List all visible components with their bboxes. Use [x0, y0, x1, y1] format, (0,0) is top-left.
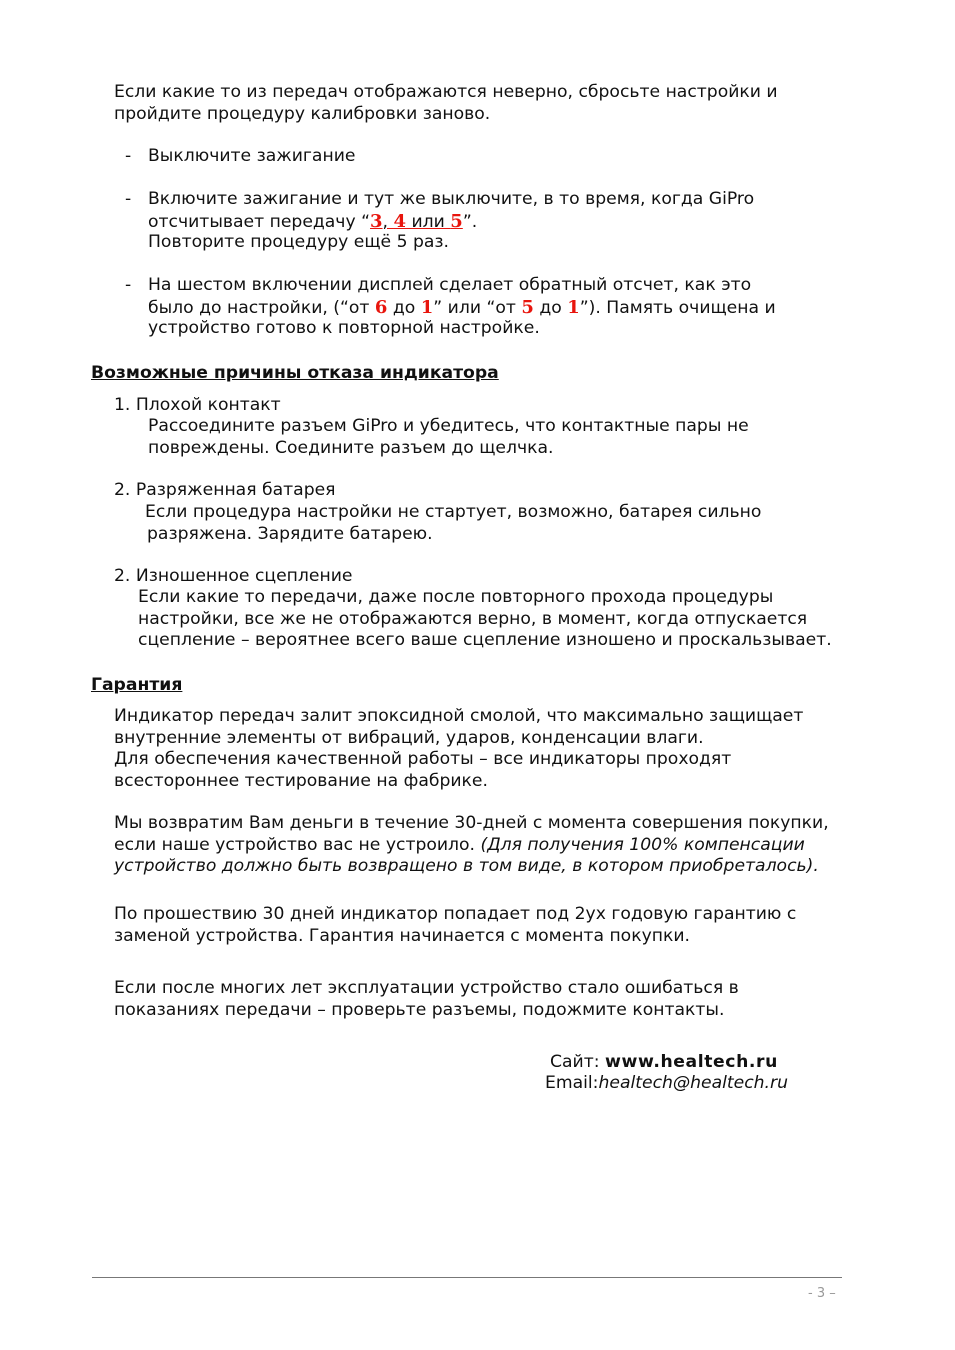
step-text-fragment: было до настройки, (“от — [148, 297, 375, 318]
paragraph-line: внутренние элементы от вибраций, ударов, конденсации влаги. — [114, 727, 704, 748]
step-line: Выключите зажигание — [148, 146, 356, 166]
reason-item-title: 1. Плохой контакт — [114, 395, 281, 415]
step-text — [148, 146, 355, 168]
reason-line: повреждены. Соедините разъем до щелчка. — [148, 437, 554, 458]
step-text-fragment: до — [533, 297, 568, 318]
paragraph-line: По прошествию 30 дней индикатор попадает под 2ух годовую гарантию с — [114, 904, 797, 924]
gear-number-3: 3 — [370, 210, 383, 232]
paragraph-line: всестороннее тестирование на фабрике. — [114, 770, 488, 791]
paragraph-line: Если после многих лет эксплуатации устройство стало ошибаться в — [114, 978, 739, 998]
countdown-number: 1 — [567, 296, 580, 318]
reason-item-title: 2. Изношенное сцепление — [114, 566, 353, 586]
warranty-paragraph-4 — [114, 978, 739, 1021]
refund-condition-note: (Для получения 100% компенсации — [480, 834, 805, 855]
warranty-paragraph-3 — [114, 904, 796, 947]
paragraph-line: Индикатор передач залит эпоксидной смолой, что максимально защищает — [114, 706, 804, 726]
countdown-number: 6 — [374, 296, 388, 318]
step-text-fragment: отсчитывает передачу “ — [148, 211, 371, 232]
paragraph-line: показаниях передачи – проверьте разъемы, подожмите контакты. — [114, 999, 725, 1020]
step-text-fragment: ”). Память очищена и — [579, 297, 776, 318]
reason-item-title: 2. Разряженная батарея — [114, 480, 336, 500]
step-line: На шестом включении дисплей сделает обратный отсчет, как это — [148, 275, 752, 295]
warranty-heading: Гарантия — [91, 675, 183, 695]
paragraph-line: Мы возвратим Вам деньги в течение 30-дней с момента совершения покупки, — [114, 813, 829, 833]
reason-line: Если какие то передачи, даже после повторного прохода процедуры — [138, 587, 774, 607]
site-link[interactable]: www.healtech.ru — [604, 1052, 778, 1072]
site-line — [550, 1052, 778, 1074]
step-line: Включите зажигание и тут же выключите, в то время, когда GiPro — [148, 189, 755, 209]
countdown-number: 5 — [521, 296, 534, 318]
email-label: Email: — [545, 1073, 599, 1093]
step-text-fragment: до — [387, 297, 421, 318]
paragraph-text: если наше устройство вас не устроило. — [114, 834, 481, 855]
step-text — [148, 189, 754, 254]
reason-line: сцепление – вероятнее всего ваше сцепление изношено и проскальзывает. — [138, 630, 832, 650]
step-text-fragment: ”. — [462, 211, 478, 232]
step-line: устройство готово к повторной настройке. — [148, 318, 540, 338]
dash-bullet: - — [125, 189, 132, 209]
countdown-number: 1 — [420, 296, 434, 318]
step-line-gears — [148, 211, 754, 233]
page-number: - 3 – — [808, 1286, 836, 1301]
step-text-fragment: ” или “от — [433, 297, 522, 318]
refund-condition-note: устройство должно быть возвращено в том виде, в котором приобреталось). — [114, 856, 819, 876]
reason-line: настройки, все же не отображаются верно, в момент, когда отпускается — [138, 608, 808, 629]
dash-bullet: - — [125, 146, 132, 166]
gear-list — [370, 212, 463, 232]
reason-line: Рассоедините разъем GiPro и убедитесь, что контактные пары не — [148, 416, 749, 436]
failure-reasons-heading: Возможные причины отказа индикатора — [91, 363, 499, 383]
intro-paragraph — [114, 82, 778, 125]
paragraph-line: заменой устройства. Гарантия начинается с момента покупки. — [114, 925, 690, 946]
reason-line: разряжена. Зарядите батарею. — [147, 523, 433, 544]
email-line — [545, 1073, 788, 1095]
footer-divider — [92, 1277, 842, 1278]
warranty-paragraph-1 — [114, 706, 803, 792]
dash-bullet: - — [125, 275, 132, 295]
step-line: Повторите процедуру ещё 5 раз. — [148, 232, 450, 252]
reason-line: Если процедура настройки не стартует, возможно, батарея сильно — [145, 502, 762, 522]
paragraph-line: Для обеспечения качественной работы – все индикаторы проходят — [114, 749, 732, 769]
gear-separator: или — [406, 211, 451, 232]
reason-item-body — [145, 502, 761, 545]
intro-line: пройдите процедуру калибровки заново. — [114, 103, 491, 124]
gear-number-4: 4 — [393, 210, 407, 232]
site-label: Сайт: — [550, 1052, 605, 1072]
paragraph-line — [114, 835, 829, 857]
step-text — [148, 275, 776, 340]
reason-item-body — [148, 416, 749, 459]
gear-number-5: 5 — [450, 210, 463, 232]
email-link[interactable]: healtech@healtech.ru — [598, 1073, 788, 1093]
warranty-paragraph-2 — [114, 813, 829, 878]
gear-separator: , — [382, 211, 394, 232]
reason-item-body — [138, 587, 832, 652]
intro-line: Если какие то из передач отображаются неверно, сбросьте настройки и — [114, 82, 778, 102]
step-line-countdown — [148, 297, 776, 319]
